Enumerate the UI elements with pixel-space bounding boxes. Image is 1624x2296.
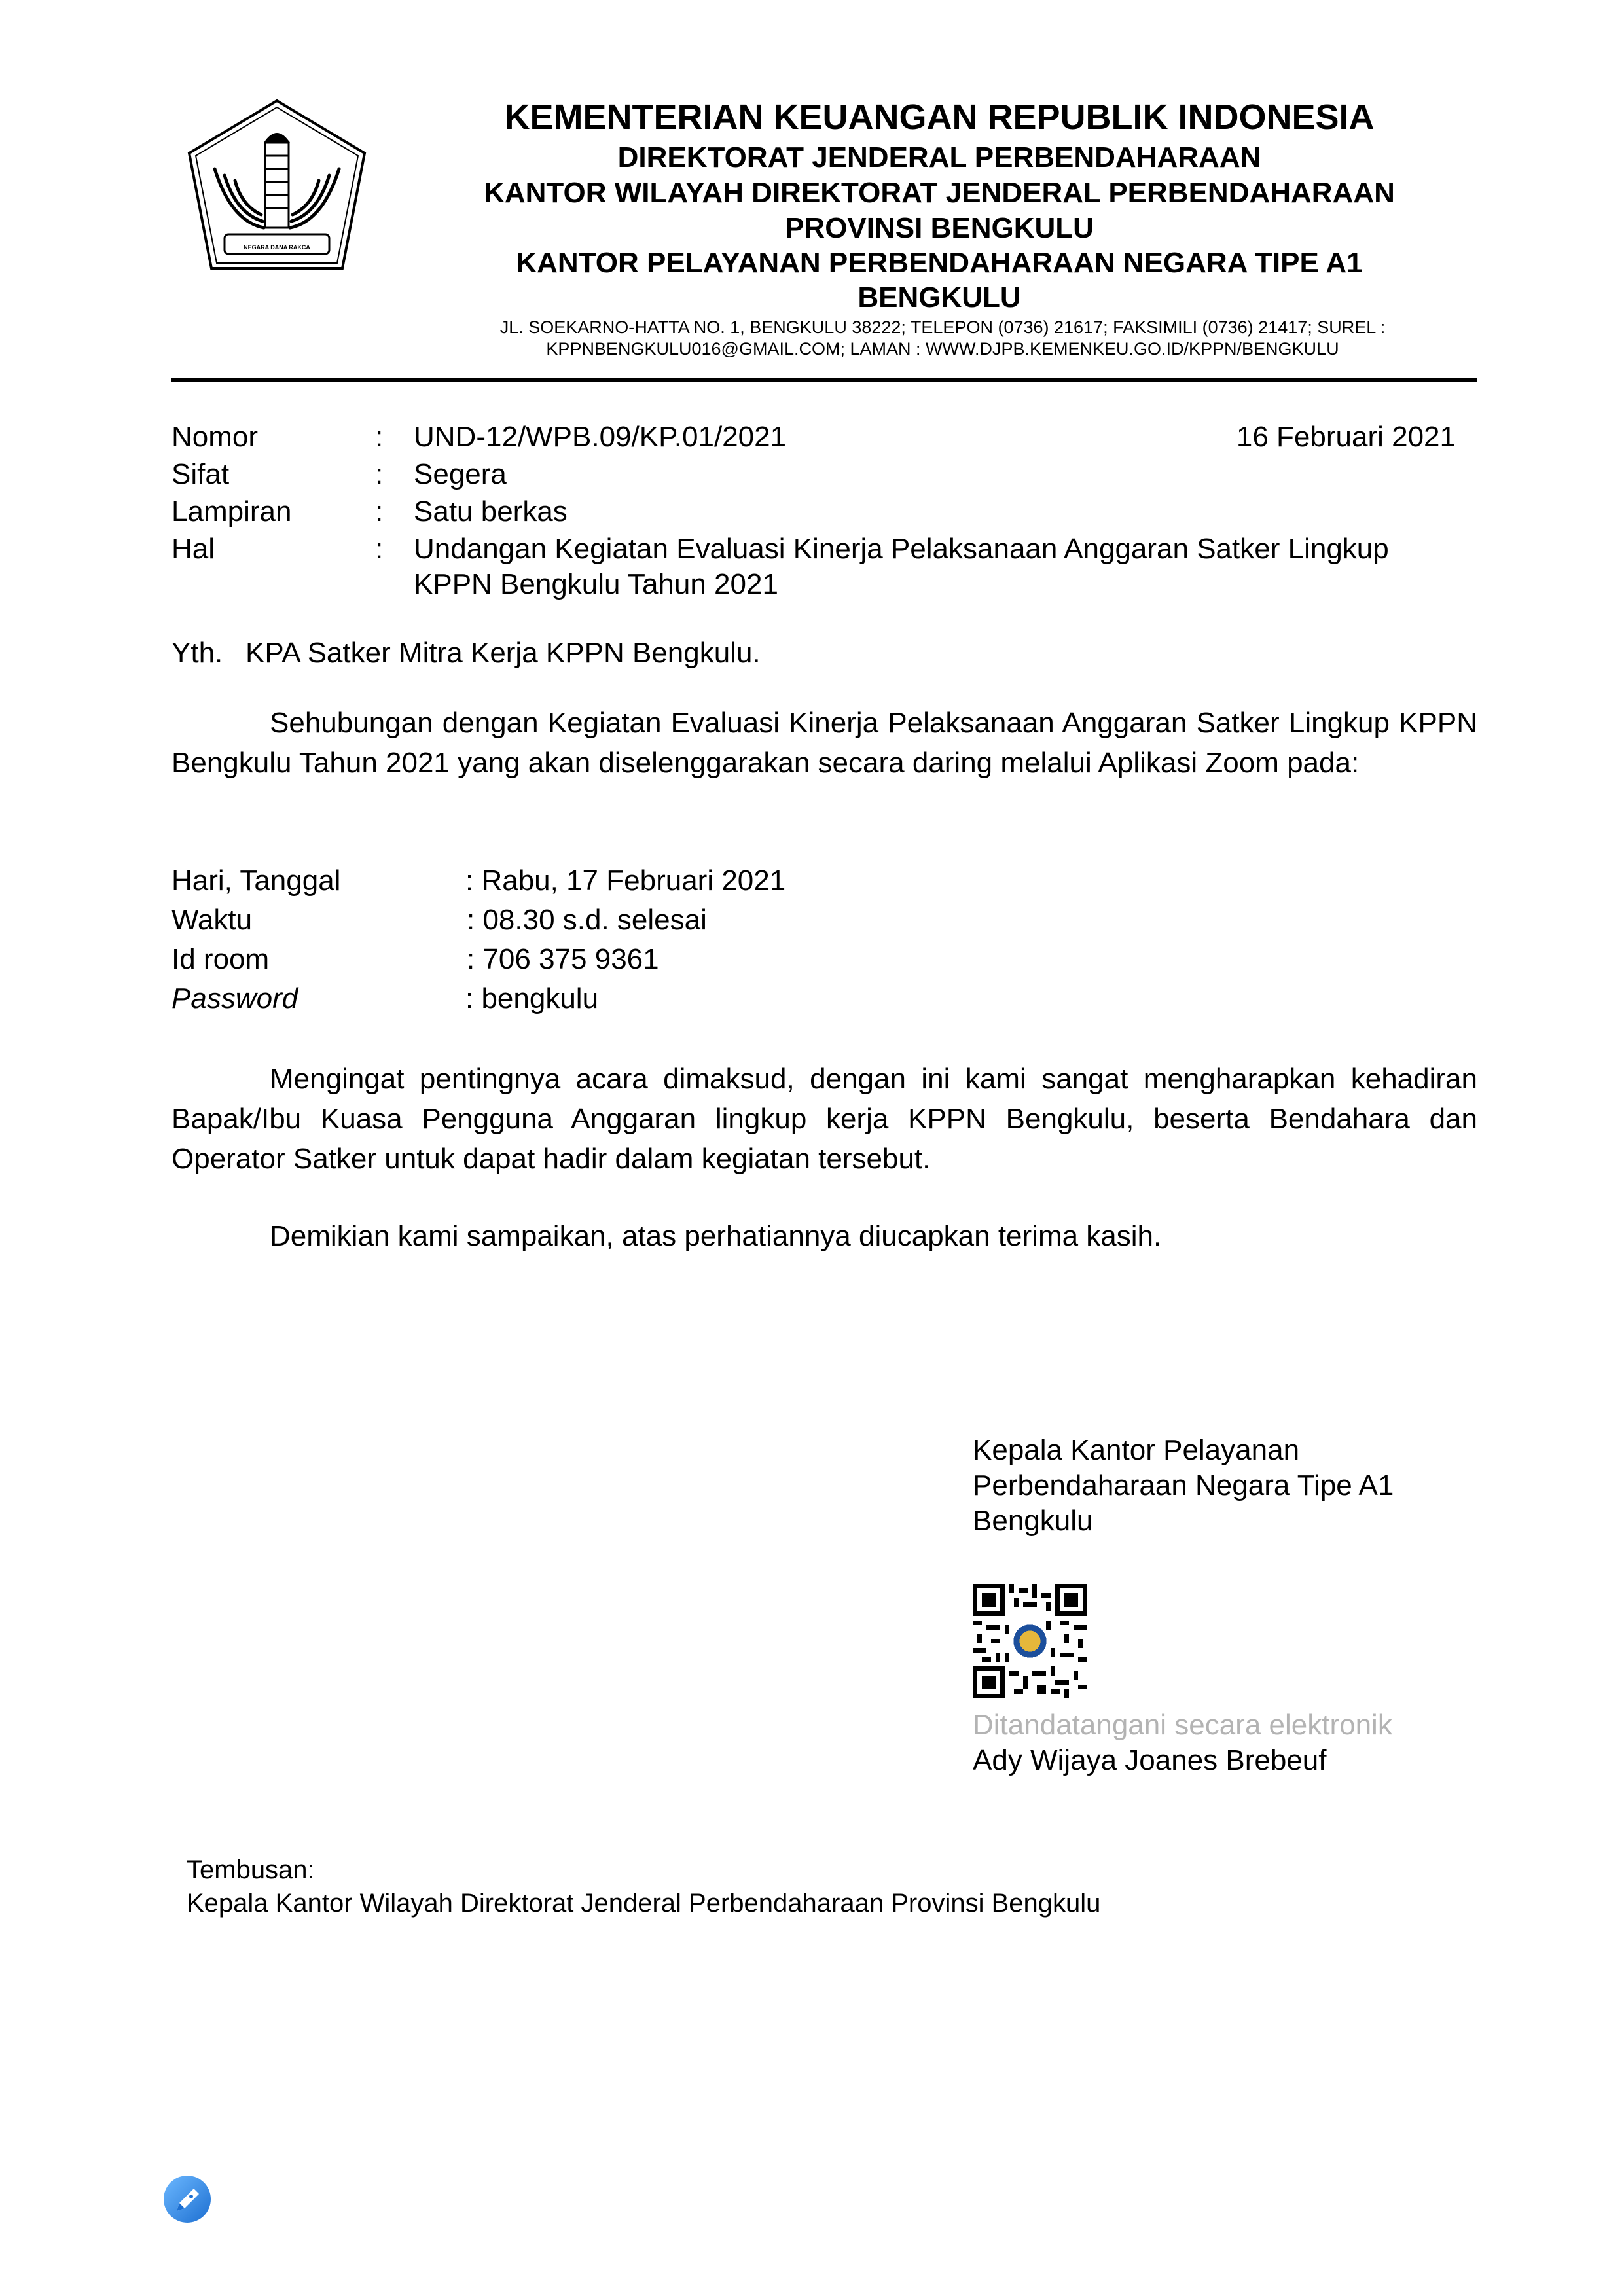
address-line-1: JL. SOEKARNO-HATTA NO. 1, BENGKULU 38222; TELEPON (0736) 21617; FAKSIMILI (0736) 21417; SUREL :	[499, 317, 1386, 337]
nomor-label: Nomor	[171, 421, 259, 453]
body-paragraph-1: Sehubungan dengan Kegiatan Evaluasi Kinerja Pelaksanaan Anggaran Satker Lingkup KPPN Bengkulu Tahun 2021 yang akan diselenggarakan secara daring melalui Aplikasi Zoom pada:	[171, 707, 1477, 779]
logo-caption: NEGARA DANA RAKCA	[244, 244, 310, 251]
qr-code-icon	[973, 1584, 1087, 1698]
lampiran-label: Lampiran	[171, 495, 292, 528]
directorate-name: DIREKTORAT JENDERAL PERBENDAHARAAN	[617, 141, 1261, 173]
event-room-value: : 706 375 9361	[467, 943, 659, 975]
ministry-name: KEMENTERIAN KEUANGAN REPUBLIK INDONESIA	[504, 98, 1375, 137]
city-name: BENGKULU	[857, 281, 1021, 314]
signatory-name: Ady Wijaya Joanes Brebeuf	[973, 1744, 1327, 1776]
lampiran-colon: :	[375, 495, 384, 528]
sifat-label: Sifat	[171, 458, 230, 490]
event-time-value: : 08.30 s.d. selesai	[467, 904, 707, 936]
nomor-colon: :	[375, 421, 384, 453]
recipient-prefix: Yth.	[171, 637, 223, 669]
service-office-name: KANTOR PELAYANAN PERBENDAHARAAN NEGARA TIPE A1	[516, 247, 1363, 279]
signatory-title-line-1: Kepala Kantor Pelayanan	[973, 1434, 1300, 1466]
signatory-title-line-2: Perbendaharaan Negara Tipe A1	[973, 1469, 1394, 1501]
event-time-label: Waktu	[171, 904, 253, 936]
event-room-label: Id room	[171, 943, 270, 975]
pen-badge-icon	[162, 2174, 212, 2224]
sifat-value: Segera	[414, 458, 507, 490]
esign-note: Ditandatangani secara elektronik	[973, 1709, 1392, 1741]
event-day-value: : Rabu, 17 Februari 2021	[465, 865, 786, 897]
regional-office-name: KANTOR WILAYAH DIREKTORAT JENDERAL PERBENDAHARAAN	[484, 177, 1395, 209]
province-name: PROVINSI BENGKULU	[785, 212, 1094, 244]
nomor-value: UND-12/WPB.09/KP.01/2021	[414, 421, 787, 453]
hal-label: Hal	[171, 533, 215, 565]
cc-label: Tembusan:	[187, 1856, 315, 1884]
letterhead-divider	[171, 378, 1477, 382]
body-paragraph-3: Demikian kami sampaikan, atas perhatiannya diucapkan terima kasih.	[270, 1220, 1162, 1252]
letter-date: 16 Februari 2021	[1236, 421, 1456, 453]
body-paragraph-2: Mengingat pentingnya acara dimaksud, dengan ini kami sangat mengharapkan kehadiran Bapak/Ibu Kuasa Pengguna Anggaran lingkup kerja KPPN Bengkulu, beserta Bendahara dan Operator Satker untuk dapat hadir dalam kegiatan tersebut.	[171, 1063, 1477, 1175]
event-password-value: : bengkulu	[465, 982, 599, 1014]
cc-item: Kepala Kantor Wilayah Direktorat Jenderal Perbendaharaan Provinsi Bengkulu	[187, 1889, 1101, 1918]
address-line-2: KPPNBENGKULU016@GMAIL.COM; LAMAN : WWW.DJPB.KEMENKEU.GO.ID/KPPN/BENGKULU	[546, 339, 1339, 359]
signatory-title-line-3: Bengkulu	[973, 1505, 1093, 1537]
event-day-label: Hari, Tanggal	[171, 865, 341, 897]
hal-value-line-2: KPPN Bengkulu Tahun 2021	[414, 568, 778, 600]
hal-colon: :	[375, 533, 384, 565]
lampiran-value: Satu berkas	[414, 495, 568, 528]
event-password-label: Password	[171, 982, 298, 1014]
sifat-colon: :	[375, 458, 384, 490]
hal-value-line-1: Undangan Kegiatan Evaluasi Kinerja Pelaksanaan Anggaran Satker Lingkup	[414, 533, 1389, 565]
recipient-name: KPA Satker Mitra Kerja KPPN Bengkulu.	[245, 637, 761, 669]
